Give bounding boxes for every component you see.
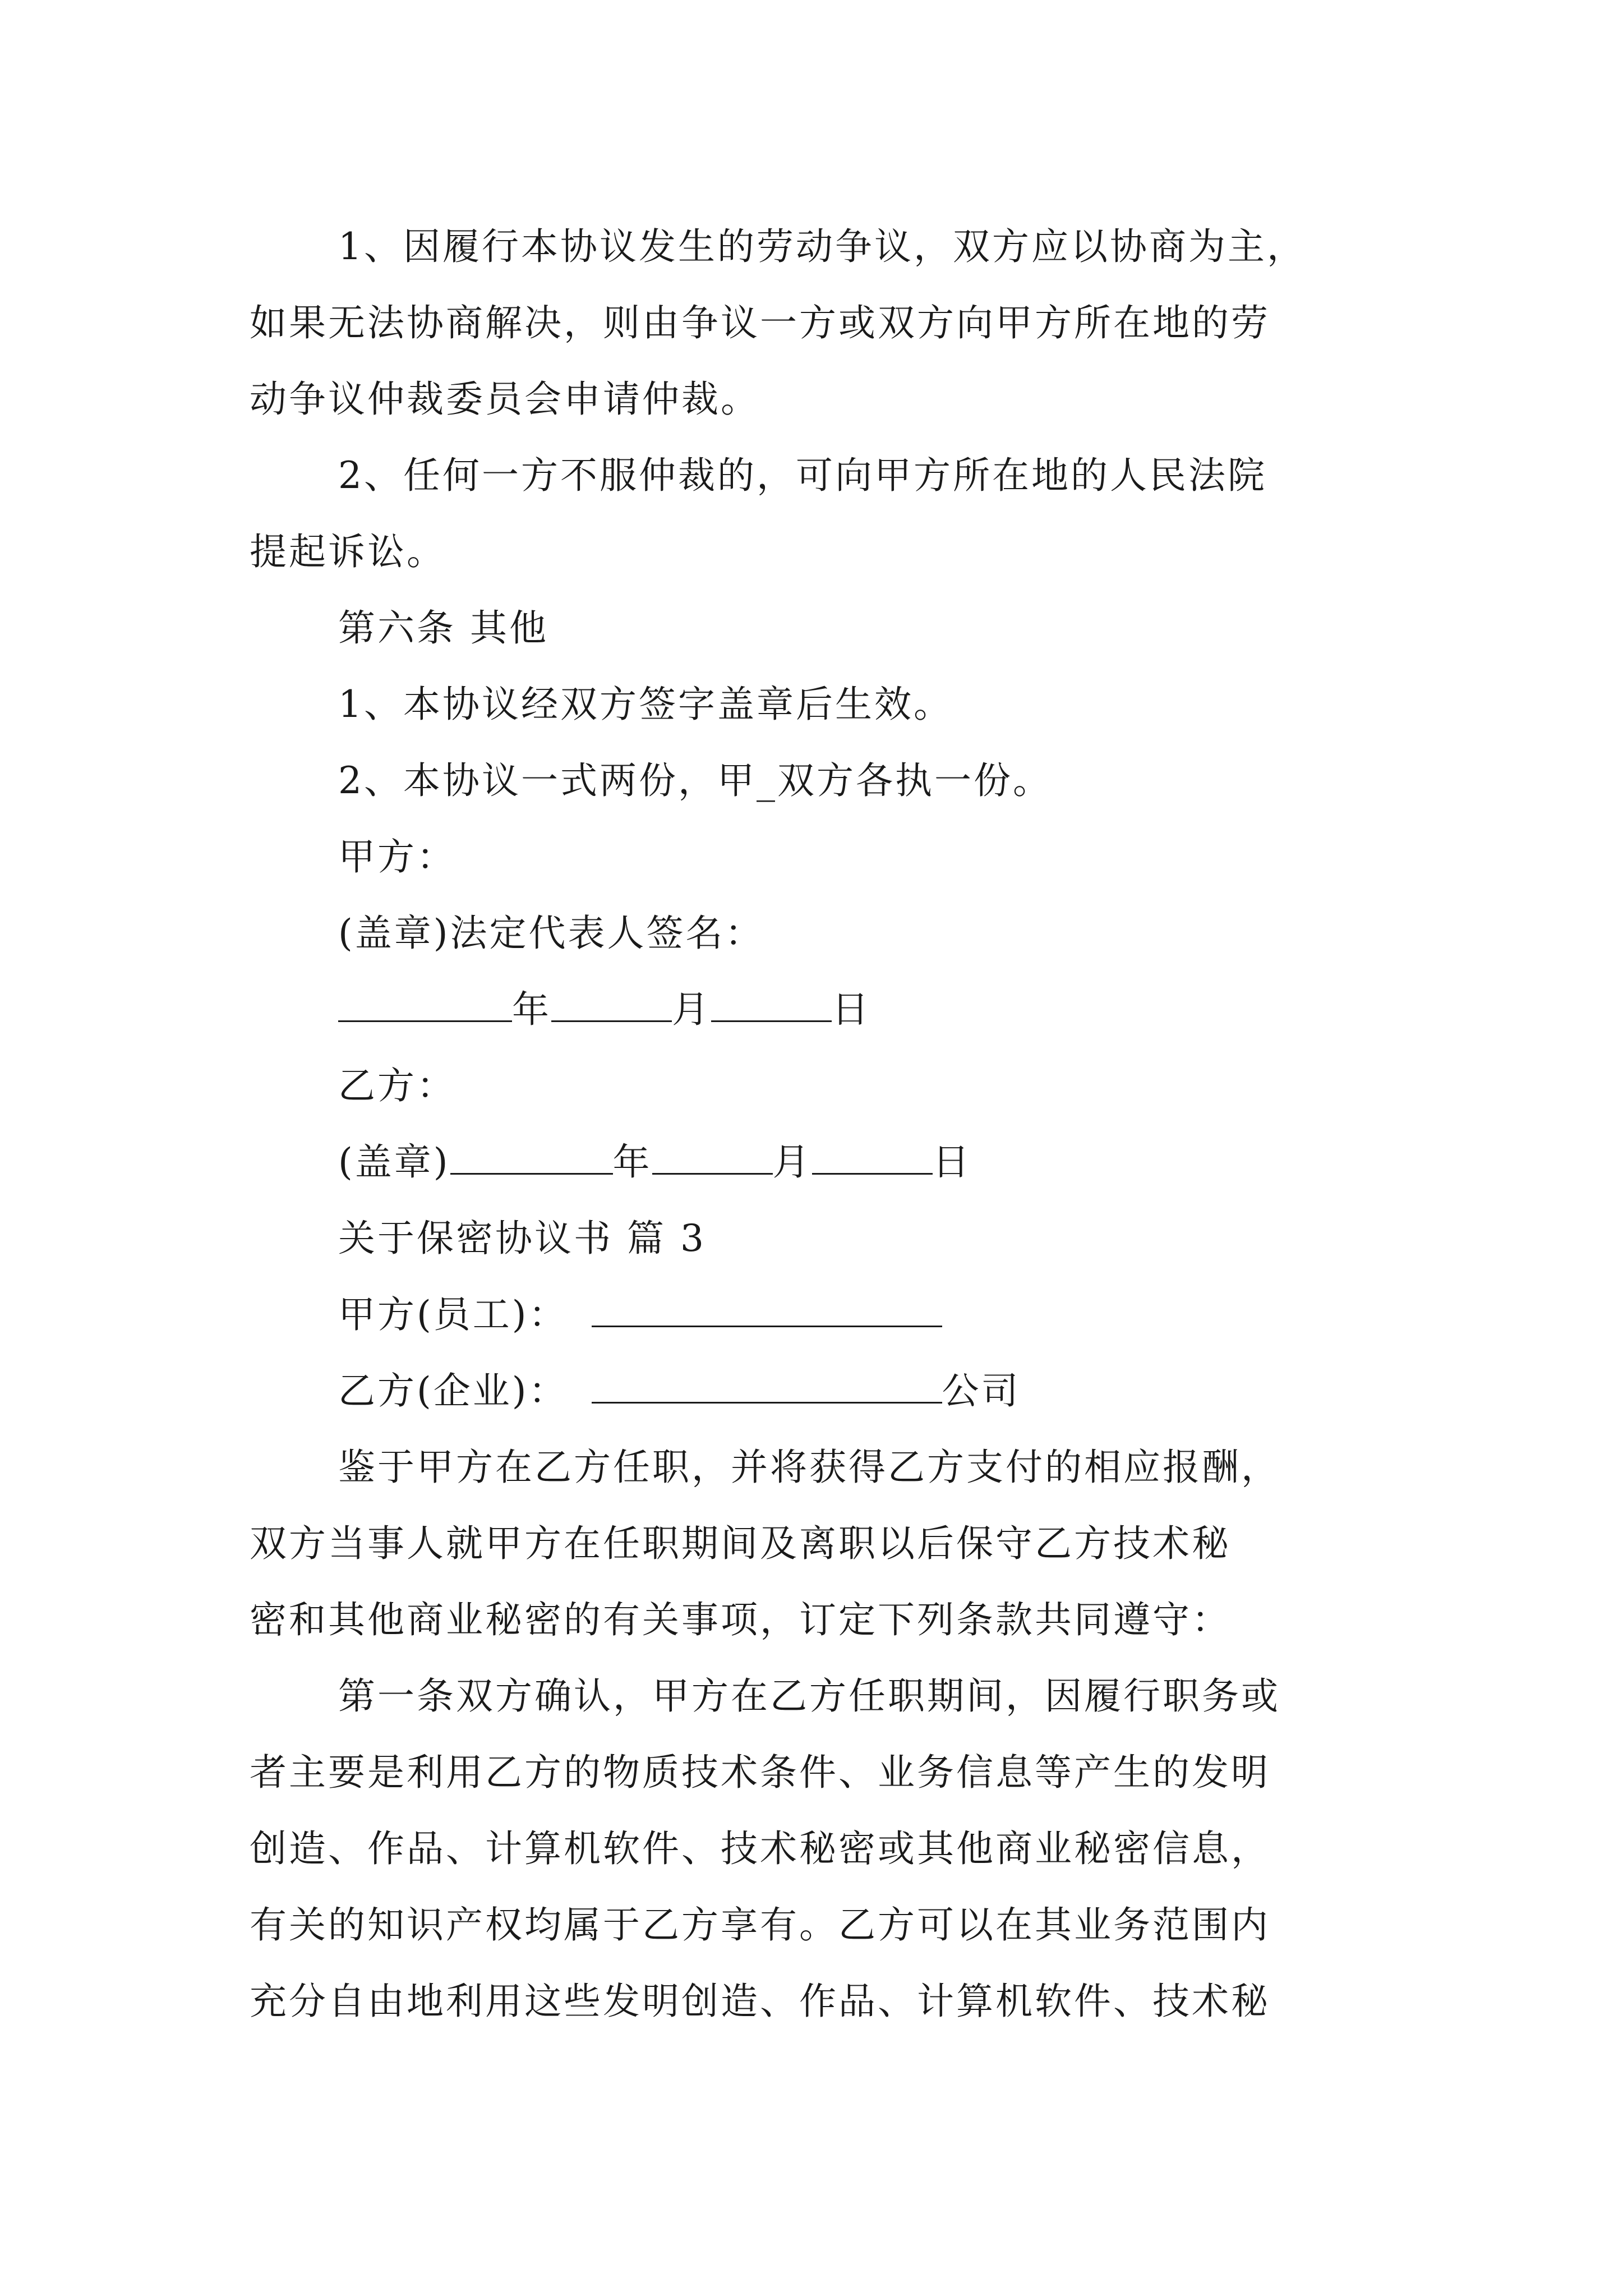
year-blank <box>450 1139 613 1175</box>
party-b-seal-label: (盖章) <box>338 1140 450 1184</box>
month-blank <box>652 1139 773 1175</box>
party-a-date-line <box>250 972 1377 1048</box>
section-title: 关于保密协议书 篇 3 <box>338 1217 706 1260</box>
paragraph-line: 1、因履行本协议发生的劳动争议，双方应以协商为主， <box>338 225 1306 268</box>
day-blank <box>812 1139 933 1175</box>
party-b-date-line <box>250 1124 1377 1200</box>
day-label: 日 <box>832 988 871 1031</box>
year-blank <box>338 987 512 1022</box>
paragraph-line: 2、任何一方不服仲裁的，可向甲方所在地的人民法院 <box>338 454 1267 497</box>
month-label: 月 <box>672 988 711 1031</box>
paragraph-line: 密和其他商业秘密的有关事项，订定下列条款共同遵守： <box>250 1598 1231 1641</box>
paragraph-line: 双方当事人就甲方在任职期间及离职以后保守乙方技术秘 <box>250 1522 1231 1565</box>
paragraph-line: 者主要是利用乙方的物质技术条件、业务信息等产生的发明 <box>250 1751 1270 1794</box>
month-label: 月 <box>772 1140 812 1184</box>
employee-line <box>250 1277 1377 1353</box>
paragraph-line: 有关的知识产权均属于乙方享有。乙方可以在其业务范围内 <box>250 1903 1270 1947</box>
company-label: 乙方(企业)： <box>338 1369 568 1412</box>
party-a-signature-label: (盖章)法定代表人签名： <box>338 912 764 955</box>
paragraph-line: 如果无法协商解决，则由争议一方或双方向甲方所在地的劳 <box>250 301 1270 344</box>
party-a-label: 甲方： <box>338 835 456 878</box>
paragraph-line: 第一条双方确认，甲方在乙方任职期间，因履行职务或 <box>338 1674 1280 1718</box>
paragraph-line: 提起诉讼。 <box>250 530 446 573</box>
clause-item: 1、本协议经双方签字盖章后生效。 <box>338 683 953 726</box>
article-heading: 第六条 其他 <box>338 606 548 650</box>
employee-label: 甲方(员工)： <box>338 1293 568 1336</box>
paragraph-line: 创造、作品、计算机软件、技术秘密或其他商业秘密信息， <box>250 1827 1270 1870</box>
year-label: 年 <box>512 988 551 1031</box>
month-blank <box>551 987 672 1022</box>
paragraph-line: 动争议仲裁委员会申请仲裁。 <box>250 378 760 421</box>
year-label: 年 <box>612 1140 652 1184</box>
company-suffix: 公司 <box>942 1369 1021 1412</box>
document-page <box>250 209 1377 2040</box>
company-name-blank <box>592 1368 942 1404</box>
day-blank <box>711 987 832 1022</box>
company-line <box>250 1353 1377 1429</box>
paragraph-line: 充分自由地利用这些发明创造、作品、计算机软件、技术秘 <box>250 1980 1270 2023</box>
clause-item: 2、本协议一式两份，甲_双方各执一份。 <box>338 759 1052 802</box>
employee-name-blank <box>592 1292 942 1327</box>
party-b-label: 乙方： <box>338 1064 456 1107</box>
day-label: 日 <box>932 1140 972 1184</box>
paragraph-line: 鉴于甲方在乙方任职，并将获得乙方支付的相应报酬， <box>338 1446 1280 1489</box>
